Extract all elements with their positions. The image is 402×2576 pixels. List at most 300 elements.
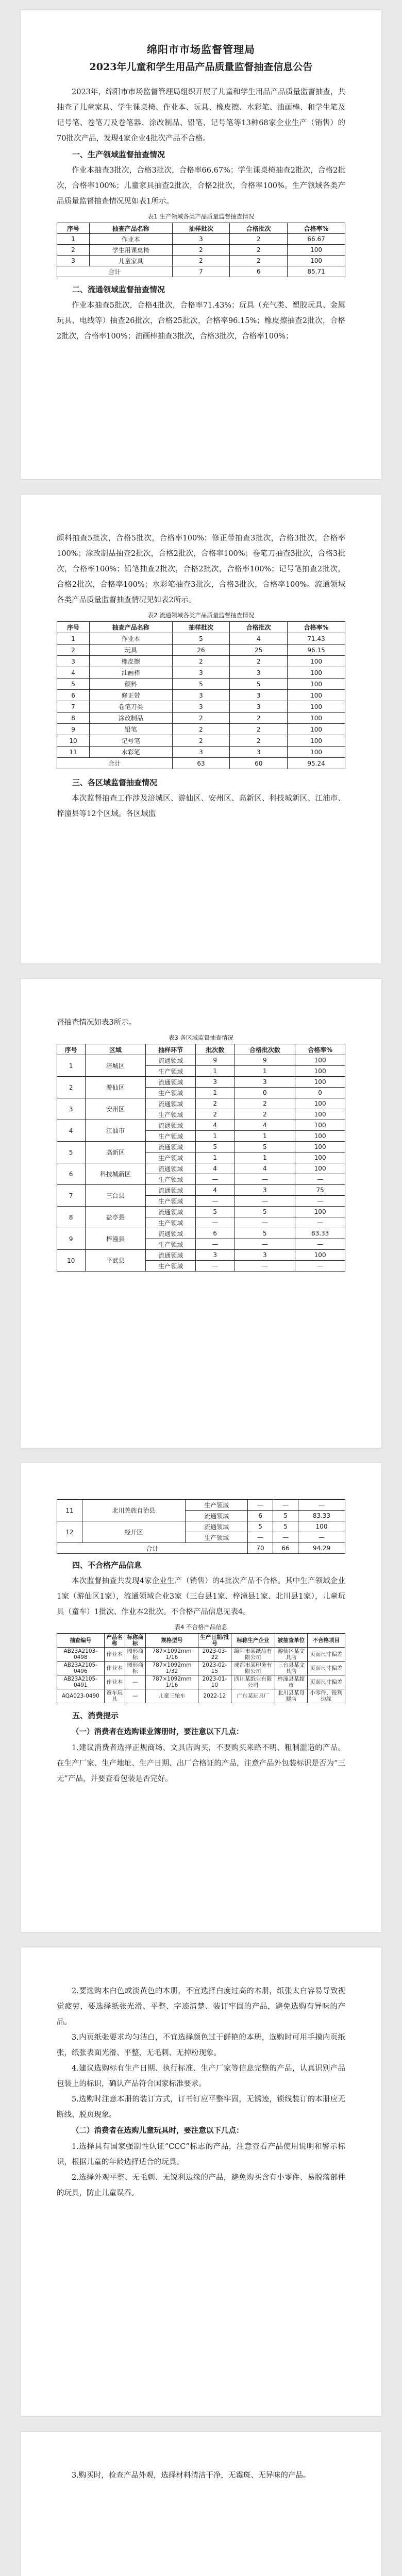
table3-index-cell: 9 bbox=[57, 1228, 86, 1250]
table3-cell: 100 bbox=[295, 1250, 345, 1261]
table2-cell: 100 bbox=[288, 690, 345, 701]
table3-header-cell: 抽样环节 bbox=[146, 1044, 196, 1055]
table3-cell: 5 bbox=[234, 1207, 295, 1217]
table2-cell: 71.43 bbox=[288, 633, 345, 645]
table3-cell: — bbox=[295, 1239, 345, 1250]
table1-cell: 1 bbox=[57, 234, 90, 245]
table3-area-cell: 安州区 bbox=[85, 1098, 146, 1120]
table3-cell: 流通领域 bbox=[146, 1142, 196, 1153]
table3-row bbox=[57, 1521, 345, 1532]
table3-cell: 生产领域 bbox=[186, 1532, 248, 1543]
table2-cell: 2 bbox=[172, 713, 230, 724]
table1-header-cell: 序号 bbox=[57, 223, 90, 234]
table2-cell: 卷笔刀类 bbox=[90, 701, 173, 713]
table4-cell: 页面尺寸偏差 bbox=[307, 1675, 345, 1689]
table4-cell: 787×1092mm 1/16 bbox=[145, 1675, 198, 1689]
table2-cell: 3 bbox=[230, 667, 288, 679]
table2-row bbox=[57, 701, 345, 713]
table3-cell: 4 bbox=[234, 1120, 295, 1131]
table2-cell: 25 bbox=[230, 645, 288, 656]
table4-cell: 图形商标 bbox=[125, 1648, 145, 1662]
table1-cell: 3 bbox=[57, 256, 90, 266]
table1-total-row bbox=[57, 266, 345, 277]
table3-cell: 5 bbox=[195, 1207, 234, 1217]
table4-header-cell: 生产日期/批号 bbox=[198, 1634, 231, 1648]
table4-cell: 四川某纸业有限公司 bbox=[231, 1675, 275, 1689]
table2-cell: 4 bbox=[230, 633, 288, 645]
table2-header-cell: 序号 bbox=[57, 622, 90, 633]
table1-total-cell: 85.71 bbox=[288, 266, 345, 277]
table3-total-cell: 94.29 bbox=[298, 1543, 345, 1554]
table2-cell: 11 bbox=[57, 747, 90, 758]
table3-area-cell: 江油市 bbox=[85, 1120, 146, 1142]
table3-area-cell: 平武县 bbox=[85, 1250, 146, 1272]
table2-total-cell: 63 bbox=[172, 758, 230, 769]
table3-cell: 100 bbox=[295, 1120, 345, 1131]
table4-header-cell: 规格型号 bbox=[145, 1634, 198, 1648]
table2-cell: 橡皮擦 bbox=[90, 656, 173, 667]
table2-cell: 颜料 bbox=[90, 679, 173, 690]
table2-row bbox=[57, 735, 345, 747]
table3-area-cell: 科技城新区 bbox=[85, 1163, 146, 1185]
table3-cell: — bbox=[195, 1261, 234, 1272]
table4-cell: AQA023-0490 bbox=[57, 1689, 105, 1703]
table3-row bbox=[57, 1142, 345, 1153]
table4-cell: 北川县某母婴店 bbox=[275, 1689, 308, 1703]
table3-area-cell: 高新区 bbox=[85, 1142, 146, 1163]
table3-cell: — bbox=[234, 1261, 295, 1272]
table3-cell: — bbox=[295, 1217, 345, 1228]
table3-cell: 100 bbox=[295, 1153, 345, 1163]
table4-row bbox=[57, 1648, 345, 1662]
table3-cell: 5 bbox=[195, 1142, 234, 1153]
table4-header-cell: 不合格项目 bbox=[307, 1634, 345, 1648]
table3-cell: 1 bbox=[234, 1131, 295, 1142]
table4-cell: 页面尺寸偏差 bbox=[307, 1648, 345, 1662]
table2-cell: 2 bbox=[172, 724, 230, 735]
table4-header-cell: 标称生产企业 bbox=[231, 1634, 275, 1648]
table2-cell: 铅笔 bbox=[90, 724, 173, 735]
table2-cell: 3 bbox=[230, 701, 288, 713]
table3-cell: 100 bbox=[295, 1131, 345, 1142]
table2-row bbox=[57, 747, 345, 758]
table3-cell: 1 bbox=[195, 1131, 234, 1142]
table3-cell: 3 bbox=[195, 1077, 234, 1088]
table4-header-cell: 被抽查单位 bbox=[275, 1634, 308, 1648]
table3-header-cell: 合格率% bbox=[295, 1044, 345, 1055]
table3-cell: 100 bbox=[295, 1055, 345, 1066]
table2-cell: 3 bbox=[230, 747, 288, 758]
section3-text2: 督抽查情况如表3所示。 bbox=[57, 1019, 137, 1027]
table3-cell: 100 bbox=[298, 1521, 345, 1532]
table4-cell: 页面尺寸偏差 bbox=[307, 1662, 345, 1675]
table3-row bbox=[57, 1228, 345, 1239]
table4-cell: AB23A2105-0491 bbox=[57, 1675, 105, 1689]
table3-cell: 流通领域 bbox=[186, 1521, 248, 1532]
table3-area-cell: 涪城区 bbox=[85, 1055, 146, 1077]
table1-cell: 2 bbox=[172, 256, 230, 266]
section4-text: 本次监督抽查共发现4家企业生产（销售）的4批次产品不合格。其中生产领域企业1家（游仙区1家），流通领域企业3家（三台县1家、梓潼县1家、北川县1家），儿童玩具（童车）1批次、作业本2批次。不合格产品信息见表4。 bbox=[57, 1577, 345, 1616]
tip-1-4: 4.建议选购标有生产日期、执行标准、生产厂家等信息完整的产品，认真识别产品包装上的标识，确认产品符合国家标准要求。 bbox=[57, 2064, 345, 2088]
table3-cell: 4 bbox=[195, 1163, 234, 1174]
table2-row bbox=[57, 724, 345, 735]
section2-heading: 二、流通领域监督抽查情况 bbox=[72, 285, 165, 294]
table1-total-cell: 6 bbox=[230, 266, 288, 277]
table2-cell: 100 bbox=[288, 724, 345, 735]
table3-cell: 100 bbox=[295, 1109, 345, 1120]
table1-cell: 2 bbox=[230, 245, 288, 256]
table3-cell: 3 bbox=[195, 1250, 234, 1261]
table2-cell: 9 bbox=[57, 724, 90, 735]
table1-header-cell: 抽查产品名称 bbox=[90, 223, 173, 234]
table1-cell: 2 bbox=[230, 234, 288, 245]
table1-row bbox=[57, 234, 345, 245]
tip-1-3: 3.内页纸张要求均匀洁白，不宜选择颜色过于鲜艳的本册，选购时可用手摸内页纸张，纸张表面光滑、平整，无毛刺、无掉粉现象。 bbox=[57, 2033, 345, 2057]
table3-header-cell: 序号 bbox=[57, 1044, 86, 1055]
table1-caption: 表1 生产领域各类产品质量监督抽查情况 bbox=[147, 213, 255, 220]
table4-cell: 儿童三轮车 bbox=[145, 1689, 198, 1703]
table3-cell: 生产领域 bbox=[146, 1088, 196, 1098]
table3-index-cell: 11 bbox=[57, 1500, 82, 1521]
table3-cell: — bbox=[295, 1174, 345, 1185]
table3-area-cell: 经开区 bbox=[82, 1521, 185, 1543]
document-page-4 bbox=[21, 1463, 381, 1932]
table3-cell: 83.33 bbox=[295, 1228, 345, 1239]
table3-cell: — bbox=[195, 1217, 234, 1228]
table2-row bbox=[57, 713, 345, 724]
table3-cell: 流通领域 bbox=[146, 1228, 196, 1239]
table1-cell: 2 bbox=[172, 245, 230, 256]
table3-cell: — bbox=[298, 1500, 345, 1511]
table4-cell: AB23A2105-0496 bbox=[57, 1662, 105, 1675]
table1-total-cell: 7 bbox=[172, 266, 230, 277]
table4-cell: — bbox=[125, 1689, 145, 1703]
table2-cell: 水彩笔 bbox=[90, 747, 173, 758]
section1-text: 作业本抽查3批次，合格3批次，合格率66.67%；学生课桌椅抽查2批次，合格2批次，合格率100%；儿童家具抽查2批次，合格2批次，合格率100%。生产领域各类产品质量监督抽查情况见如表1所示。 bbox=[57, 166, 345, 206]
table3-row bbox=[57, 1207, 345, 1217]
table4-cell: 2023-01-10 bbox=[198, 1675, 231, 1689]
table3-cell: 6 bbox=[248, 1511, 273, 1521]
org-title: 绵阳市市场监督管理局 bbox=[147, 43, 255, 56]
table1-cell: 2 bbox=[230, 256, 288, 266]
document-page-5 bbox=[21, 1947, 381, 2416]
table4-cell: AB23A2103-0498 bbox=[57, 1648, 105, 1662]
table3-cell: 生产领域 bbox=[146, 1131, 196, 1142]
table3-cell: 1 bbox=[195, 1066, 234, 1077]
table3-cell: 生产领域 bbox=[186, 1500, 248, 1511]
table3-cell: 流通领域 bbox=[146, 1163, 196, 1174]
table3-cell: 流通领域 bbox=[146, 1055, 196, 1066]
table3-cell: 4 bbox=[234, 1163, 295, 1174]
table3-cell: 1 bbox=[234, 1153, 295, 1163]
table3-area-cell: 三台县 bbox=[85, 1185, 146, 1207]
tips-subheading-1: （一）消费者在选购课业簿册时，要注意以下几点： bbox=[72, 1728, 244, 1736]
table4-cell: 作业本 bbox=[104, 1662, 125, 1675]
document-page-6 bbox=[21, 2432, 381, 2576]
table2-cell: 3 bbox=[172, 747, 230, 758]
table1-cell: 66.67 bbox=[288, 234, 345, 245]
table3-cell: 生产领域 bbox=[146, 1174, 196, 1185]
table3-cell: 3 bbox=[234, 1077, 295, 1088]
table2-cell: 3 bbox=[172, 701, 230, 713]
table3-cell: — bbox=[248, 1532, 273, 1543]
document-page-2 bbox=[21, 495, 381, 963]
table4-cell: 广东某玩具厂 bbox=[231, 1689, 275, 1703]
table3-cell: — bbox=[234, 1217, 295, 1228]
table3-cell: 5 bbox=[234, 1142, 295, 1153]
table2-cell: 26 bbox=[172, 645, 230, 656]
table3-cell: — bbox=[234, 1196, 295, 1207]
table4-cell: 2023-03-22 bbox=[198, 1648, 231, 1662]
announcement-title: 2023年儿童和学生用品产品质量监督抽查信息公告 bbox=[89, 61, 313, 73]
table4-row bbox=[57, 1675, 345, 1689]
table2-caption: 表2 流通领域各类产品质量监督抽查情况 bbox=[147, 612, 255, 619]
document-page-3 bbox=[21, 979, 381, 1448]
table4-caption: 表4 不合格产品信息 bbox=[174, 1623, 228, 1631]
table3-cell: 流通领域 bbox=[146, 1077, 196, 1088]
table2-row bbox=[57, 633, 345, 645]
table2-cell: 作业本 bbox=[90, 633, 173, 645]
table3-cell: 5 bbox=[248, 1521, 273, 1532]
table3-area-cell: 梓潼县 bbox=[85, 1228, 146, 1250]
table3-total-label: 合计 bbox=[57, 1543, 248, 1554]
table3-row bbox=[57, 1163, 345, 1174]
table3-cell: 流通领域 bbox=[146, 1185, 196, 1196]
table3-header-cell: 合格批次数 bbox=[234, 1044, 295, 1055]
table3-total-cell: 70 bbox=[248, 1543, 273, 1554]
table2-header-cell: 合格率% bbox=[288, 622, 345, 633]
table2-cell: 100 bbox=[288, 701, 345, 713]
table3-cell: 5 bbox=[273, 1521, 298, 1532]
table2-cell: 2 bbox=[172, 656, 230, 667]
table2-cell: 5 bbox=[172, 633, 230, 645]
table2-cell: 2 bbox=[230, 724, 288, 735]
table3-cell: 流通领域 bbox=[186, 1511, 248, 1521]
table2-cell: 3 bbox=[172, 667, 230, 679]
table3-header-cell: 区域 bbox=[85, 1044, 146, 1055]
table1-cell: 作业本 bbox=[90, 234, 173, 245]
table3-cell: — bbox=[295, 1261, 345, 1272]
table3-cell: 流通领域 bbox=[146, 1250, 196, 1261]
section1-heading: 一、生产领域监督抽查情况 bbox=[72, 150, 165, 159]
tip-2-3: 3.购买时，检查产品外观，选择材料清洁干净，无霉斑、无异味的产品。 bbox=[72, 2471, 311, 2480]
table3-row bbox=[57, 1098, 345, 1109]
table3-area-cell: 盐亭县 bbox=[85, 1207, 146, 1228]
table4-cell: 图形商标 bbox=[125, 1662, 145, 1675]
table4-row bbox=[57, 1662, 345, 1675]
table3-cell: 生产领域 bbox=[146, 1261, 196, 1272]
table3-cell: 2 bbox=[234, 1109, 295, 1120]
table3-area-cell: 北川羌族自治县 bbox=[82, 1500, 185, 1521]
table3-index-cell: 2 bbox=[57, 1077, 86, 1098]
table3-row bbox=[57, 1185, 345, 1196]
section3-heading: 三、各区域监督抽查情况 bbox=[72, 778, 158, 787]
table2-cell: 油画棒 bbox=[90, 667, 173, 679]
table3-index-cell: 12 bbox=[57, 1521, 82, 1543]
table4-header-cell: 产品名称 bbox=[104, 1634, 125, 1648]
tip-2-1: 1.选择具有国家强制性认证“CCC”标志的产品，注意查看产品使用说明和警示标识，根据儿童的年龄选择适合的玩具。 bbox=[57, 2143, 345, 2166]
table2-header-cell: 合格批次 bbox=[230, 622, 288, 633]
table2-row bbox=[57, 645, 345, 656]
table3-cell: 3 bbox=[234, 1250, 295, 1261]
table3-cell: 生产领域 bbox=[146, 1153, 196, 1163]
table2-cell: 记号笔 bbox=[90, 735, 173, 747]
table1-row bbox=[57, 256, 345, 266]
table1-cell: 2 bbox=[57, 245, 90, 256]
table3-index-cell: 4 bbox=[57, 1120, 86, 1142]
table2-cell: 1 bbox=[57, 633, 90, 645]
table2-cell: 100 bbox=[288, 679, 345, 690]
section2-text2: 颜料抽查5批次，合格5批次，合格率100%；修正带抽查3批次，合格3批次，合格率100%；涂改制品抽查2批次，合格2批次，合格率100%；卷笔刀抽查3批次，合格3批次，合格率100%；铅笔抽查2批次，合格2批次，合格率100%；记号笔抽查2批次，合格2批次，合格率100%；水彩笔抽查3批次，合格3批次，合格率100%。流通领域各类产品质量监督抽查情况见如表2所示。 bbox=[57, 534, 345, 604]
table2-cell: 玩具 bbox=[90, 645, 173, 656]
table3-cell: 1 bbox=[195, 1153, 234, 1163]
table3-cell: 5 bbox=[234, 1228, 295, 1239]
table2-row bbox=[57, 690, 345, 701]
table3-cell: — bbox=[234, 1239, 295, 1250]
table4-header-cell: 标称商标 bbox=[125, 1634, 145, 1648]
table3-cell: 生产领域 bbox=[146, 1196, 196, 1207]
section4-heading: 四、不合格产品信息 bbox=[72, 1561, 142, 1570]
table2 bbox=[57, 621, 345, 769]
table4-cell: 787×1092mm 1/32 bbox=[145, 1662, 198, 1675]
table4 bbox=[57, 1633, 345, 1703]
table3-cell: 2 bbox=[195, 1109, 234, 1120]
table1-header-cell: 合格批次 bbox=[230, 223, 288, 234]
table2-row bbox=[57, 667, 345, 679]
table2-total-cell: 60 bbox=[230, 758, 288, 769]
table1-cell: 3 bbox=[172, 234, 230, 245]
table1-header-cell: 抽样批次 bbox=[172, 223, 230, 234]
table2-cell: 10 bbox=[57, 735, 90, 747]
table3-cell: — bbox=[248, 1500, 273, 1511]
table3-index-cell: 5 bbox=[57, 1142, 86, 1163]
table2-cell: 涂改制品 bbox=[90, 713, 173, 724]
table4-header-cell: 抽查编号 bbox=[57, 1634, 105, 1648]
table2-row bbox=[57, 656, 345, 667]
table3-cell: — bbox=[234, 1174, 295, 1185]
table4-cell: 童车玩具 bbox=[104, 1689, 125, 1703]
table3-part1 bbox=[57, 1044, 345, 1272]
table2-cell: 修正带 bbox=[90, 690, 173, 701]
document-page-1 bbox=[21, 10, 381, 479]
table3-cell: 4 bbox=[195, 1185, 234, 1196]
table1-row bbox=[57, 245, 345, 256]
table1-cell: 儿童家具 bbox=[90, 256, 173, 266]
table3-cell: 2 bbox=[234, 1098, 295, 1109]
table3-cell: 9 bbox=[234, 1055, 295, 1066]
table2-cell: 96.15 bbox=[288, 645, 345, 656]
table3-header-cell: 批次数 bbox=[195, 1044, 234, 1055]
table3-index-cell: 10 bbox=[57, 1250, 86, 1272]
tip-2-2: 2.选择外观平整、无毛刺、无锐利边缘的产品，避免购买含有小零件、易脱落部件的玩具，防止儿童误吞。 bbox=[57, 2174, 345, 2197]
table3-cell: 5 bbox=[273, 1511, 298, 1521]
table3-cell: 83.33 bbox=[298, 1511, 345, 1521]
table4-cell: 游仙区某文具店 bbox=[275, 1648, 308, 1662]
table2-total-label: 合计 bbox=[57, 758, 173, 769]
table4-cell: 梓潼县某超市 bbox=[275, 1675, 308, 1689]
table2-row bbox=[57, 679, 345, 690]
table4-cell: 作业本 bbox=[104, 1648, 125, 1662]
table2-cell: 5 bbox=[172, 679, 230, 690]
table2-cell: 2 bbox=[57, 645, 90, 656]
table2-cell: 2 bbox=[230, 713, 288, 724]
table2-header-cell: 抽样批次 bbox=[172, 622, 230, 633]
table2-cell: 2 bbox=[230, 735, 288, 747]
tip-1-2: 2.要选购本白色或淡黄色的本册，不宜选择白度过高的本册，纸张太白容易导致视觉疲劳，要选择纸张光滑、平整、字迹清楚、装订牢固的产品，避免选购有异味的产品。 bbox=[57, 1987, 345, 2026]
table2-cell: 100 bbox=[288, 713, 345, 724]
table3-cell: 100 bbox=[295, 1066, 345, 1077]
table3-cell: 流通领域 bbox=[146, 1207, 196, 1217]
intro-paragraph: 2023年，绵阳市市场监督管理局组织开展了儿童和学生用品产品质量监督抽查，共抽查了儿童家具、学生课桌椅、作业本、玩具、橡皮擦、水彩笔、油画棒、和学生笔及记号笔、卷笔刀及卷笔器、涂改制品、铅笔、记号笔等13种68家企业生产（销售）的70批次产品，发现4家企业4批次产品不合格。 bbox=[57, 88, 345, 143]
table2-cell: 8 bbox=[57, 713, 90, 724]
table3-cell: — bbox=[298, 1532, 345, 1543]
table2-cell: 3 bbox=[57, 656, 90, 667]
table3-cell: 6 bbox=[195, 1228, 234, 1239]
table4-cell: 2023-02-15 bbox=[198, 1662, 231, 1675]
table3-cell: 流通领域 bbox=[146, 1098, 196, 1109]
table4-cell: 三台县某文具店 bbox=[275, 1662, 308, 1675]
table2-cell: 100 bbox=[288, 735, 345, 747]
table3-cell: 1 bbox=[195, 1088, 234, 1098]
table3-index-cell: 3 bbox=[57, 1098, 86, 1120]
table2-cell: 5 bbox=[57, 679, 90, 690]
table2-header-cell: 抽查产品名称 bbox=[90, 622, 173, 633]
table2-cell: 7 bbox=[57, 701, 90, 713]
table4-cell: — bbox=[125, 1675, 145, 1689]
table2-cell: 2 bbox=[172, 735, 230, 747]
table3-row bbox=[57, 1250, 345, 1261]
table3-cell: 0 bbox=[234, 1088, 295, 1098]
table3-cell: — bbox=[195, 1196, 234, 1207]
table3-cell: 1 bbox=[234, 1066, 295, 1077]
table3-total-cell: 66 bbox=[273, 1543, 298, 1554]
table4-cell: 作业本 bbox=[104, 1675, 125, 1689]
table3-index-cell: 6 bbox=[57, 1163, 86, 1185]
table2-total-row bbox=[57, 758, 345, 769]
table3-cell: — bbox=[273, 1532, 298, 1543]
table1-cell: 100 bbox=[288, 245, 345, 256]
table3-cell: 100 bbox=[295, 1142, 345, 1153]
table2-cell: 3 bbox=[230, 690, 288, 701]
table2-cell: 4 bbox=[57, 667, 90, 679]
table1-total-label: 合计 bbox=[57, 266, 173, 277]
table3-area-cell: 游仙区 bbox=[85, 1077, 146, 1098]
table3-row bbox=[57, 1055, 345, 1066]
table3-cell: 100 bbox=[295, 1207, 345, 1217]
table3-cell: 生产领域 bbox=[146, 1066, 196, 1077]
table2-cell: 3 bbox=[172, 690, 230, 701]
table3-cell: 生产领域 bbox=[146, 1239, 196, 1250]
table4-cell: 2022-12 bbox=[198, 1689, 231, 1703]
table3-part2 bbox=[57, 1499, 345, 1554]
table3-cell: 100 bbox=[295, 1077, 345, 1088]
table3-row bbox=[57, 1120, 345, 1131]
table2-cell: 100 bbox=[288, 667, 345, 679]
table3-cell: — bbox=[273, 1500, 298, 1511]
table3-index-cell: 8 bbox=[57, 1207, 86, 1228]
table3-cell: 3 bbox=[234, 1185, 295, 1196]
section3-text1: 本次监督抽查工作涉及涪城区、游仙区、安州区、高新区、科技城新区、江油市、梓潼县等12个区域。各区域监 bbox=[57, 794, 345, 818]
table3-cell: 75 bbox=[295, 1185, 345, 1196]
table4-row bbox=[57, 1689, 345, 1703]
table4-cell: 绵阳市某纸品有限公司 bbox=[231, 1648, 275, 1662]
table4-cell: 成都市某印务有限公司 bbox=[231, 1662, 275, 1675]
table1-cell: 学生用课桌椅 bbox=[90, 245, 173, 256]
table4-cell: 787×1092mm 1/16 bbox=[145, 1648, 198, 1662]
table3-cell: 流通领域 bbox=[146, 1120, 196, 1131]
table3-cell: 生产领域 bbox=[146, 1217, 196, 1228]
table3-caption: 表3 各区域监督抽查情况 bbox=[169, 1034, 233, 1041]
